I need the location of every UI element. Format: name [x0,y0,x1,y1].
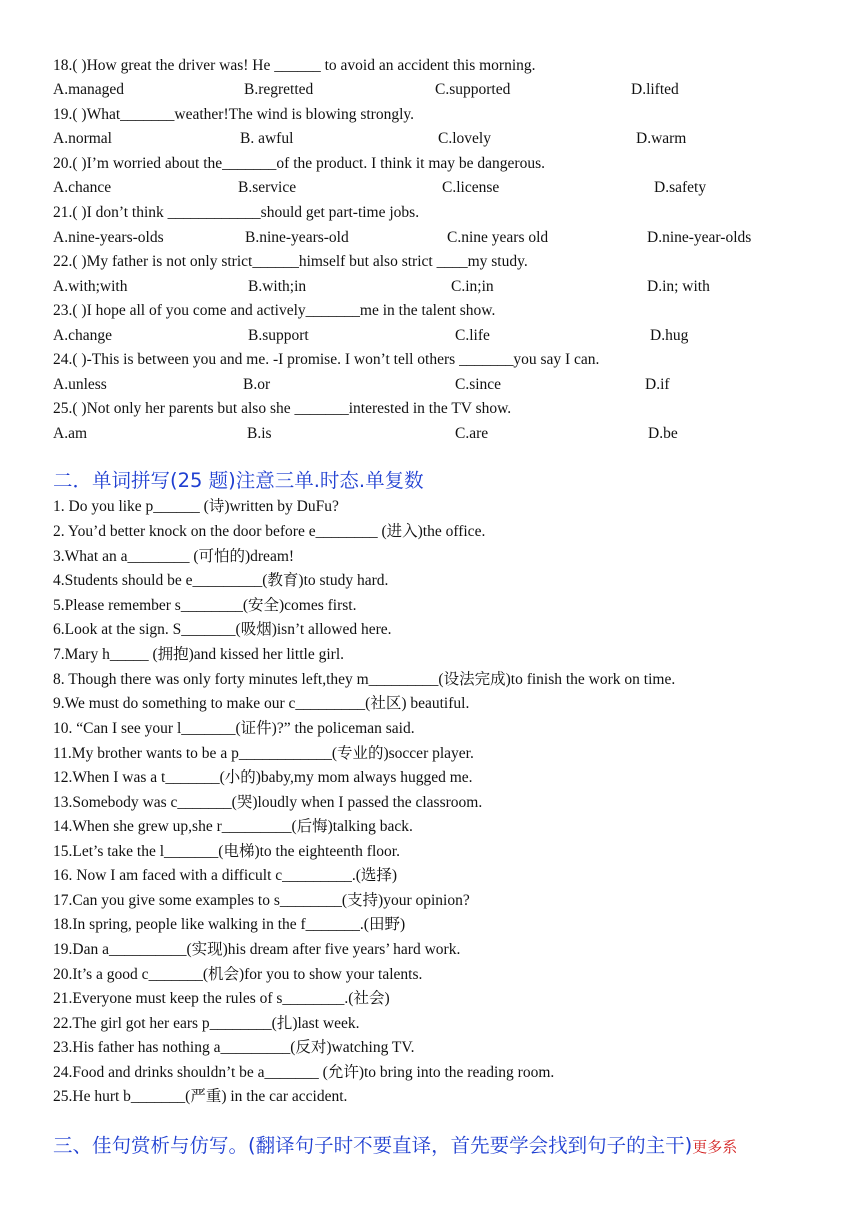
spelling-item-18: 18.In spring, people like walking in the f_______.(田野) [53,916,406,933]
mc-question-20: 20.( )I’m worried about the_______of the product. I think it may be dangerous. [53,155,546,172]
mc-option-d: D.in; with [647,278,710,295]
spelling-item-17: 17.Can you give some examples to s________(支持)your opinion? [53,892,470,909]
spelling-item-14: 14.When she grew up,she r_________(后悔)talking back. [53,818,413,835]
mc-option-c: C.life [455,327,490,344]
spelling-item-10: 10. “Can I see your l_______(证件)?” the policeman said. [53,720,415,737]
mc-option-b: B.support [248,327,309,344]
mc-question-22: 22.( )My father is not only strict______himself but also strict ____my study. [53,253,528,270]
mc-option-b: B.service [238,179,297,196]
mc-option-b: B.nine-years-old [245,229,349,246]
spelling-item-11: 11.My brother wants to be a p____________(专业的)soccer player. [53,745,474,762]
mc-question-19: 19.( )What_______weather!The wind is blowing strongly. [53,106,415,123]
spelling-item-21: 21.Everyone must keep the rules of s________.(社会) [53,990,390,1007]
spelling-item-15: 15.Let’s take the l_______(电梯)to the eighteenth floor. [53,843,400,860]
mc-option-b: B.regretted [244,81,314,98]
mc-option-a: A.normal [53,130,112,147]
mc-option-b: B. awful [240,130,294,147]
spelling-item-5: 5.Please remember s________(安全)comes first. [53,597,357,614]
spelling-item-6: 6.Look at the sign. S_______(吸烟)isn’t allowed here. [53,621,392,638]
section-heading-sentences [53,1133,737,1160]
mc-option-d: D.if [645,376,670,393]
spelling-item-24: 24.Food and drinks shouldn’t be a_______ (允许)to bring into the reading room. [53,1064,555,1081]
mc-option-a: A.unless [53,376,107,393]
spelling-item-8: 8. Though there was only forty minutes left,they m_________(设法完成)to finish the work on time. [53,671,676,688]
mc-option-d: D.safety [654,179,707,196]
spelling-item-19: 19.Dan a__________(实现)his dream after five years’ hard work. [53,941,461,958]
mc-question-18: 18.( )How great the driver was! He ______ to avoid an accident this morning. [53,57,536,74]
spelling-item-25: 25.He hurt b_______(严重) in the car accident. [53,1088,348,1105]
spelling-item-22: 22.The girl got her ears p________(扎)last week. [53,1015,360,1032]
spelling-item-23: 23.His father has nothing a_________(反对)watching TV. [53,1039,415,1056]
spelling-item-7: 7.Mary h_____ (拥抱)and kissed her little girl. [53,646,345,663]
mc-option-c: C.in;in [451,278,494,295]
mc-option-c: C.are [455,425,489,442]
mc-option-a: A.with;with [53,278,128,295]
more-link[interactable]: 更多系 [692,1138,738,1156]
mc-question-24: 24.( )-This is between you and me. -I promise. I won’t tell others _______you say I can. [53,351,600,368]
mc-option-b: B.with;in [248,278,307,295]
spelling-item-1: 1. Do you like p______ (诗)written by DuFu? [53,498,339,515]
mc-option-c: C.since [455,376,502,393]
spelling-item-2: 2. You’d better knock on the door before e________ (进入)the office. [53,523,486,540]
mc-question-23: 23.( )I hope all of you come and actively_______me in the talent show. [53,302,496,319]
mc-question-21: 21.( )I don’t think ____________should get part-time jobs. [53,204,420,221]
mc-option-d: D.be [648,425,678,442]
spelling-item-3: 3.What an a________ (可怕的)dream! [53,548,295,565]
mc-option-c: C.license [442,179,500,196]
spelling-item-20: 20.It’s a good c_______(机会)for you to show your talents. [53,966,423,983]
mc-option-d: D.nine-year-olds [647,229,752,246]
spelling-item-13: 13.Somebody was c_______(哭)loudly when I passed the classroom. [53,794,483,811]
mc-option-a: A.managed [53,81,125,98]
mc-option-c: C.nine years old [447,229,549,246]
spelling-item-9: 9.We must do something to make our c_________(社区) beautiful. [53,695,470,712]
mc-option-c: C.lovely [438,130,491,147]
mc-option-a: A.nine-years-olds [53,229,164,246]
spelling-item-16: 16. Now I am faced with a difficult c_________.(选择) [53,867,398,884]
mc-option-d: D.warm [636,130,687,147]
spelling-item-4: 4.Students should be e_________(教育)to study hard. [53,572,389,589]
mc-option-a: A.change [53,327,112,344]
mc-option-d: D.hug [650,327,689,344]
spelling-item-12: 12.When I was a t_______(小的)baby,my mom always hugged me. [53,769,473,786]
mc-option-b: B.or [243,376,271,393]
section-heading-spelling: 二．单词拼写(25 题)注意三单.时态.单复数 [53,469,424,492]
mc-option-a: A.chance [53,179,112,196]
mc-option-a: A.am [53,425,88,442]
mc-option-d: D.lifted [631,81,679,98]
mc-option-b: B.is [247,425,272,442]
mc-option-c: C.supported [435,81,511,98]
mc-question-25: 25.( )Not only her parents but also she _______interested in the TV show. [53,400,512,417]
section-heading-sentences-text: 三、佳句赏析与仿写。(翻译句子时不要直译，首先要学会找到句子的主干) [53,1134,693,1157]
